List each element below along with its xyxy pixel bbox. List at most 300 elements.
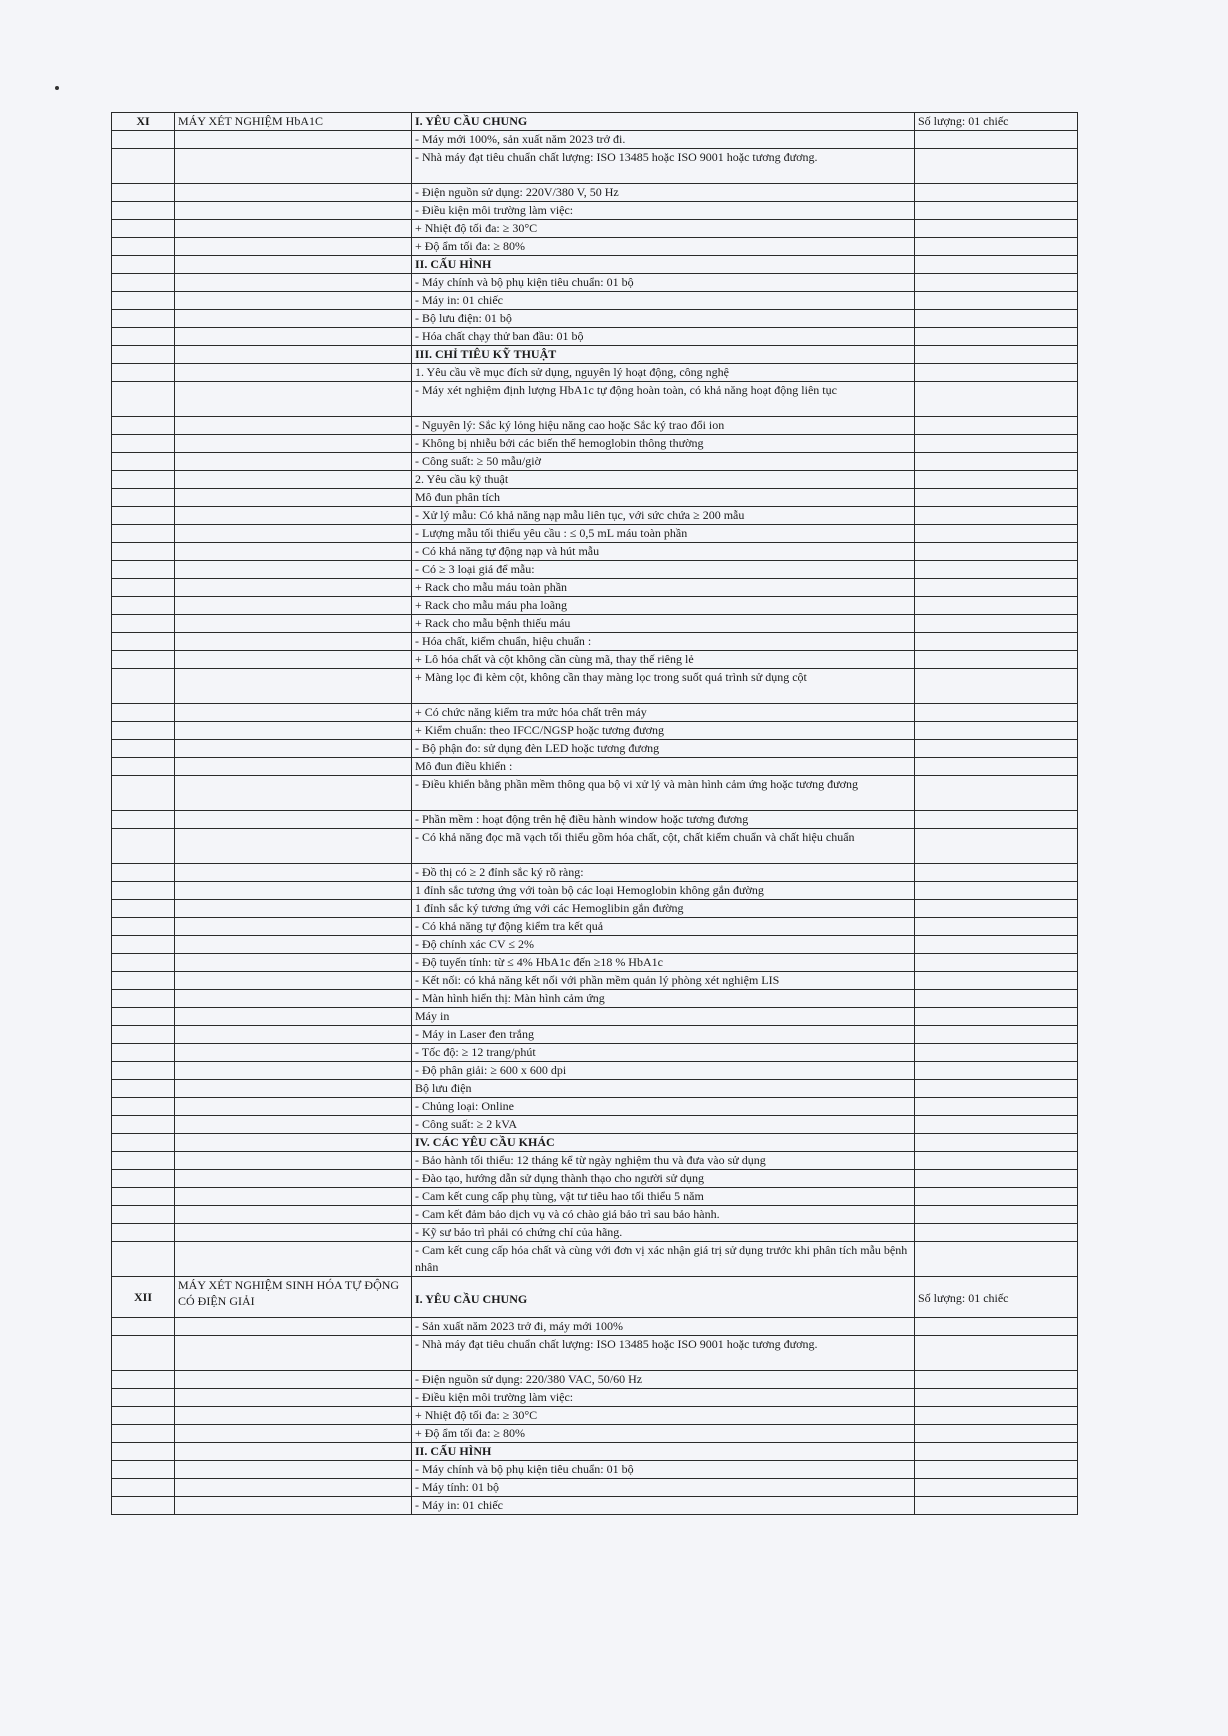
spec-row xyxy=(112,651,1078,669)
spec-row xyxy=(112,471,1078,489)
quantity-cell xyxy=(915,1188,1078,1206)
number-cell xyxy=(112,1479,175,1497)
quantity-cell xyxy=(915,364,1078,382)
quantity-cell xyxy=(915,740,1078,758)
number-cell xyxy=(112,525,175,543)
name-cell xyxy=(175,882,412,900)
name-cell xyxy=(175,1497,412,1515)
quantity-cell xyxy=(915,543,1078,561)
subsection-heading: III. CHỈ TIÊU KỸ THUẬT xyxy=(412,346,915,364)
spec-row xyxy=(112,1206,1078,1224)
quantity-cell xyxy=(915,310,1078,328)
specification-table xyxy=(111,112,1078,1515)
spec-row xyxy=(112,507,1078,525)
quantity-cell xyxy=(915,918,1078,936)
requirement-text: - Nhà máy đạt tiêu chuẩn chất lượng: ISO 13485 hoặc ISO 9001 hoặc tương đương. xyxy=(412,149,915,184)
name-cell xyxy=(175,1206,412,1224)
name-cell xyxy=(175,740,412,758)
quantity-cell xyxy=(915,525,1078,543)
quantity-cell xyxy=(915,1425,1078,1443)
name-cell xyxy=(175,1008,412,1026)
spec-row xyxy=(112,1008,1078,1026)
requirement-text: - Có khả năng tự động nạp và hút mẫu xyxy=(412,543,915,561)
number-cell xyxy=(112,1206,175,1224)
spec-row xyxy=(112,1318,1078,1336)
number-cell xyxy=(112,1497,175,1515)
quantity-cell xyxy=(915,776,1078,811)
requirement-text: - Xử lý mẫu: Có khả năng nạp mẫu liên tục, với sức chứa ≥ 200 mẫu xyxy=(412,507,915,525)
section-heading: I. YÊU CẦU CHUNG xyxy=(412,1277,915,1318)
spec-row xyxy=(112,900,1078,918)
requirement-text: - Điều kiện môi trường làm việc: xyxy=(412,202,915,220)
spec-row xyxy=(112,1479,1078,1497)
name-cell xyxy=(175,453,412,471)
name-cell xyxy=(175,1170,412,1188)
name-cell xyxy=(175,1062,412,1080)
number-cell xyxy=(112,1336,175,1371)
quantity-cell xyxy=(915,1044,1078,1062)
spec-row xyxy=(112,1026,1078,1044)
number-cell xyxy=(112,256,175,274)
name-cell xyxy=(175,310,412,328)
requirement-text: - Máy in: 01 chiếc xyxy=(412,1497,915,1515)
requirement-text: Bộ lưu điện xyxy=(412,1080,915,1098)
name-cell xyxy=(175,489,412,507)
name-cell xyxy=(175,651,412,669)
requirement-text: Mô đun phân tích xyxy=(412,489,915,507)
number-cell xyxy=(112,1461,175,1479)
number-cell xyxy=(112,364,175,382)
requirement-text: + Độ ẩm tối đa: ≥ 80% xyxy=(412,1425,915,1443)
spec-row xyxy=(112,722,1078,740)
name-cell xyxy=(175,1188,412,1206)
quantity-cell xyxy=(915,202,1078,220)
number-cell xyxy=(112,918,175,936)
quantity-cell xyxy=(915,471,1078,489)
spec-row xyxy=(112,1062,1078,1080)
requirement-text: - Máy mới 100%, sản xuất năm 2023 trở đi. xyxy=(412,131,915,149)
quantity-cell xyxy=(915,453,1078,471)
requirement-text: - Đồ thị có ≥ 2 đỉnh sắc ký rõ ràng: xyxy=(412,864,915,882)
name-cell xyxy=(175,1461,412,1479)
name-cell xyxy=(175,864,412,882)
requirement-text: - Cam kết đảm bảo dịch vụ và có chào giá bảo trì sau bảo hành. xyxy=(412,1206,915,1224)
quantity-cell xyxy=(915,274,1078,292)
requirement-text: - Bảo hành tối thiểu: 12 tháng kể từ ngày nghiệm thu và đưa vào sử dụng xyxy=(412,1152,915,1170)
quantity-cell xyxy=(915,1134,1078,1152)
quantity-cell xyxy=(915,758,1078,776)
quantity-cell xyxy=(915,1080,1078,1098)
spec-row xyxy=(112,184,1078,202)
number-cell xyxy=(112,292,175,310)
number-cell xyxy=(112,597,175,615)
name-cell xyxy=(175,274,412,292)
section-header-row xyxy=(112,1277,1078,1318)
number-cell xyxy=(112,1425,175,1443)
spec-row xyxy=(112,1242,1078,1277)
number-cell xyxy=(112,346,175,364)
name-cell xyxy=(175,597,412,615)
spec-row xyxy=(112,131,1078,149)
requirement-text: Mô đun điều khiển : xyxy=(412,758,915,776)
spec-row xyxy=(112,1116,1078,1134)
quantity-cell xyxy=(915,417,1078,435)
requirement-text: - Điều khiển bằng phần mềm thông qua bộ vi xử lý và màn hình cảm ứng hoặc tương đương xyxy=(412,776,915,811)
number-cell xyxy=(112,1134,175,1152)
requirement-text: 1. Yêu cầu về mục đích sử dụng, nguyên lý hoạt động, công nghệ xyxy=(412,364,915,382)
name-cell xyxy=(175,615,412,633)
number-cell xyxy=(112,417,175,435)
name-cell xyxy=(175,936,412,954)
requirement-text: - Độ tuyến tính: từ ≤ 4% HbA1c đến ≥18 % HbA1c xyxy=(412,954,915,972)
spec-row xyxy=(112,1497,1078,1515)
number-cell xyxy=(112,435,175,453)
name-cell xyxy=(175,758,412,776)
spec-row xyxy=(112,918,1078,936)
number-cell xyxy=(112,238,175,256)
requirement-text: + Có chức năng kiểm tra mức hóa chất trên máy xyxy=(412,704,915,722)
name-cell xyxy=(175,1318,412,1336)
quantity-cell xyxy=(915,972,1078,990)
requirement-text: - Máy in Laser đen trắng xyxy=(412,1026,915,1044)
requirement-text: + Kiểm chuẩn: theo IFCC/NGSP hoặc tương đương xyxy=(412,722,915,740)
requirement-text: - Độ phân giải: ≥ 600 x 600 dpi xyxy=(412,1062,915,1080)
number-cell xyxy=(112,274,175,292)
requirement-text: - Điện nguồn sử dụng: 220/380 VAC, 50/60 Hz xyxy=(412,1371,915,1389)
number-cell xyxy=(112,972,175,990)
spec-row xyxy=(112,274,1078,292)
number-cell xyxy=(112,1318,175,1336)
device-name: MÁY XÉT NGHIỆM HbA1C xyxy=(175,113,412,131)
number-cell xyxy=(112,1008,175,1026)
number-cell xyxy=(112,669,175,704)
requirement-text: + Màng lọc đi kèm cột, không cần thay màng lọc trong suốt quá trình sử dụng cột xyxy=(412,669,915,704)
quantity-cell xyxy=(915,1389,1078,1407)
spec-row xyxy=(112,1188,1078,1206)
section-heading: I. YÊU CẦU CHUNG xyxy=(412,113,915,131)
number-cell xyxy=(112,829,175,864)
name-cell xyxy=(175,990,412,1008)
quantity-cell xyxy=(915,1336,1078,1371)
spec-row xyxy=(112,1170,1078,1188)
name-cell xyxy=(175,364,412,382)
requirement-text: - Có khả năng đọc mã vạch tối thiểu gồm hóa chất, cột, chất kiểm chuẩn và chất hiệu chuẩn xyxy=(412,829,915,864)
name-cell xyxy=(175,579,412,597)
quantity-cell xyxy=(915,292,1078,310)
requirement-text: + Nhiệt độ tối đa: ≥ 30°C xyxy=(412,220,915,238)
requirement-text: - Máy tính: 01 bộ xyxy=(412,1479,915,1497)
spec-row xyxy=(112,310,1078,328)
quantity-cell xyxy=(915,1170,1078,1188)
name-cell xyxy=(175,1080,412,1098)
quantity-cell xyxy=(915,328,1078,346)
name-cell xyxy=(175,220,412,238)
name-cell xyxy=(175,184,412,202)
spec-row xyxy=(112,1407,1078,1425)
quantity-label: Số lượng: 01 chiếc xyxy=(915,1277,1078,1318)
quantity-cell xyxy=(915,1371,1078,1389)
name-cell xyxy=(175,346,412,364)
spec-row xyxy=(112,669,1078,704)
number-cell xyxy=(112,1371,175,1389)
number-cell xyxy=(112,1188,175,1206)
quantity-cell xyxy=(915,1062,1078,1080)
number-cell xyxy=(112,722,175,740)
spec-row xyxy=(112,597,1078,615)
name-cell xyxy=(175,776,412,811)
requirement-text: - Máy chính và bộ phụ kiện tiêu chuẩn: 01 bộ xyxy=(412,1461,915,1479)
number-cell xyxy=(112,310,175,328)
quantity-cell xyxy=(915,489,1078,507)
requirement-text: - Công suất: ≥ 50 mẫu/giờ xyxy=(412,453,915,471)
number-cell xyxy=(112,579,175,597)
quantity-cell xyxy=(915,184,1078,202)
number-cell xyxy=(112,776,175,811)
spec-row xyxy=(112,579,1078,597)
number-cell xyxy=(112,1224,175,1242)
spec-row xyxy=(112,1152,1078,1170)
name-cell xyxy=(175,900,412,918)
spec-row xyxy=(112,829,1078,864)
subsection-heading: II. CẤU HÌNH xyxy=(412,1443,915,1461)
name-cell xyxy=(175,435,412,453)
quantity-cell xyxy=(915,1461,1078,1479)
name-cell xyxy=(175,704,412,722)
quantity-cell xyxy=(915,1026,1078,1044)
name-cell xyxy=(175,829,412,864)
quantity-cell xyxy=(915,1224,1078,1242)
quantity-label: Số lượng: 01 chiếc xyxy=(915,113,1078,131)
number-cell xyxy=(112,954,175,972)
quantity-cell xyxy=(915,346,1078,364)
quantity-cell xyxy=(915,615,1078,633)
number-cell xyxy=(112,704,175,722)
number-cell xyxy=(112,864,175,882)
name-cell xyxy=(175,525,412,543)
quantity-cell xyxy=(915,864,1078,882)
subsection-heading: II. CẤU HÌNH xyxy=(412,256,915,274)
spec-row xyxy=(112,292,1078,310)
spec-row xyxy=(112,776,1078,811)
name-cell xyxy=(175,131,412,149)
number-cell xyxy=(112,1242,175,1277)
quantity-cell xyxy=(915,954,1078,972)
spec-row xyxy=(112,220,1078,238)
number-cell xyxy=(112,453,175,471)
name-cell xyxy=(175,561,412,579)
requirement-text: + Nhiệt độ tối đa: ≥ 30°C xyxy=(412,1407,915,1425)
requirement-text: - Tốc độ: ≥ 12 trang/phút xyxy=(412,1044,915,1062)
spec-row xyxy=(112,1224,1078,1242)
quantity-cell xyxy=(915,1479,1078,1497)
spec-row xyxy=(112,972,1078,990)
quantity-cell xyxy=(915,882,1078,900)
spec-row xyxy=(112,525,1078,543)
requirement-text: - Có ≥ 3 loại giá để mẫu: xyxy=(412,561,915,579)
spec-row xyxy=(112,256,1078,274)
name-cell xyxy=(175,918,412,936)
quantity-cell xyxy=(915,1008,1078,1026)
name-cell xyxy=(175,1098,412,1116)
name-cell xyxy=(175,543,412,561)
name-cell xyxy=(175,972,412,990)
quantity-cell xyxy=(915,669,1078,704)
section-number: XI xyxy=(112,113,175,131)
quantity-cell xyxy=(915,507,1078,525)
quantity-cell xyxy=(915,1116,1078,1134)
name-cell xyxy=(175,1026,412,1044)
requirement-text: + Rack cho mẫu bệnh thiếu máu xyxy=(412,615,915,633)
requirement-text: + Rack cho mẫu máu toàn phần xyxy=(412,579,915,597)
quantity-cell xyxy=(915,220,1078,238)
number-cell xyxy=(112,990,175,1008)
name-cell xyxy=(175,238,412,256)
name-cell xyxy=(175,1336,412,1371)
requirement-text: 1 đỉnh sắc tương ứng với toàn bộ các loại Hemoglobin không gắn đường xyxy=(412,882,915,900)
number-cell xyxy=(112,1062,175,1080)
name-cell xyxy=(175,202,412,220)
requirement-text: - Cam kết cung cấp phụ tùng, vật tư tiêu hao tối thiểu 5 năm xyxy=(412,1188,915,1206)
spec-row xyxy=(112,1371,1078,1389)
number-cell xyxy=(112,131,175,149)
requirement-text: - Có khả năng tự động kiểm tra kết quả xyxy=(412,918,915,936)
name-cell xyxy=(175,507,412,525)
requirement-text: - Phần mềm : hoạt động trên hệ điều hành window hoặc tương đương xyxy=(412,811,915,829)
quantity-cell xyxy=(915,1242,1078,1277)
spec-row xyxy=(112,561,1078,579)
number-cell xyxy=(112,507,175,525)
quantity-cell xyxy=(915,990,1078,1008)
number-cell xyxy=(112,811,175,829)
spec-row xyxy=(112,238,1078,256)
scan-speck xyxy=(55,86,59,90)
number-cell xyxy=(112,328,175,346)
number-cell xyxy=(112,1170,175,1188)
number-cell xyxy=(112,1389,175,1407)
spec-row xyxy=(112,1044,1078,1062)
requirement-text: + Rack cho mẫu máu pha loãng xyxy=(412,597,915,615)
spec-row xyxy=(112,435,1078,453)
requirement-text: - Hóa chất, kiểm chuẩn, hiệu chuẩn : xyxy=(412,633,915,651)
number-cell xyxy=(112,1152,175,1170)
requirement-text: - Máy in: 01 chiếc xyxy=(412,292,915,310)
quantity-cell xyxy=(915,131,1078,149)
name-cell xyxy=(175,382,412,417)
number-cell xyxy=(112,1080,175,1098)
requirement-text: - Bộ lưu điện: 01 bộ xyxy=(412,310,915,328)
requirement-text: - Chủng loại: Online xyxy=(412,1098,915,1116)
spec-row xyxy=(112,633,1078,651)
name-cell xyxy=(175,1443,412,1461)
section-number: XII xyxy=(112,1277,175,1318)
spec-row xyxy=(112,1080,1078,1098)
quantity-cell xyxy=(915,561,1078,579)
quantity-cell xyxy=(915,1098,1078,1116)
number-cell xyxy=(112,543,175,561)
number-cell xyxy=(112,1443,175,1461)
quantity-cell xyxy=(915,1407,1078,1425)
spec-row xyxy=(112,202,1078,220)
name-cell xyxy=(175,811,412,829)
name-cell xyxy=(175,1224,412,1242)
section-header-row xyxy=(112,113,1078,131)
number-cell xyxy=(112,1407,175,1425)
name-cell xyxy=(175,1389,412,1407)
number-cell xyxy=(112,651,175,669)
quantity-cell xyxy=(915,811,1078,829)
spec-row xyxy=(112,740,1078,758)
name-cell xyxy=(175,1371,412,1389)
number-cell xyxy=(112,1098,175,1116)
requirement-text: - Công suất: ≥ 2 kVA xyxy=(412,1116,915,1134)
requirement-text: Máy in xyxy=(412,1008,915,1026)
spec-row xyxy=(112,1098,1078,1116)
requirement-text: - Lượng mẫu tối thiểu yêu cầu : ≤ 0,5 mL máu toàn phần xyxy=(412,525,915,543)
spec-row xyxy=(112,346,1078,364)
quantity-cell xyxy=(915,1497,1078,1515)
spec-row xyxy=(112,328,1078,346)
quantity-cell xyxy=(915,149,1078,184)
name-cell xyxy=(175,669,412,704)
number-cell xyxy=(112,615,175,633)
requirement-text: - Máy xét nghiệm định lượng HbA1c tự động hoàn toàn, có khả năng hoạt động liên tục xyxy=(412,382,915,417)
quantity-cell xyxy=(915,579,1078,597)
quantity-cell xyxy=(915,651,1078,669)
name-cell xyxy=(175,722,412,740)
quantity-cell xyxy=(915,722,1078,740)
number-cell xyxy=(112,184,175,202)
requirement-text: - Nhà máy đạt tiêu chuẩn chất lượng: ISO 13485 hoặc ISO 9001 hoặc tương đương. xyxy=(412,1336,915,1371)
name-cell xyxy=(175,1152,412,1170)
quantity-cell xyxy=(915,1318,1078,1336)
spec-row xyxy=(112,1443,1078,1461)
requirement-text: - Hóa chất chạy thử ban đầu: 01 bộ xyxy=(412,328,915,346)
spec-row xyxy=(112,1461,1078,1479)
quantity-cell xyxy=(915,597,1078,615)
requirement-text: - Không bị nhiễu bởi các biến thể hemoglobin thông thường xyxy=(412,435,915,453)
requirement-text: - Cam kết cung cấp hóa chất và cùng với đơn vị xác nhận giá trị sử dụng trước khi phân tích mẫu bệnh nhân xyxy=(412,1242,915,1277)
number-cell xyxy=(112,936,175,954)
requirement-text: 2. Yêu cầu kỹ thuật xyxy=(412,471,915,489)
requirement-text: - Kết nối: có khả năng kết nối với phần mềm quản lý phòng xét nghiệm LIS xyxy=(412,972,915,990)
quantity-cell xyxy=(915,1443,1078,1461)
requirement-text: - Nguyên lý: Sắc ký lỏng hiệu năng cao hoặc Sắc ký trao đổi ion xyxy=(412,417,915,435)
name-cell xyxy=(175,1425,412,1443)
name-cell xyxy=(175,633,412,651)
name-cell xyxy=(175,1044,412,1062)
number-cell xyxy=(112,758,175,776)
requirement-text: + Độ ẩm tối đa: ≥ 80% xyxy=(412,238,915,256)
number-cell xyxy=(112,633,175,651)
spec-row xyxy=(112,615,1078,633)
quantity-cell xyxy=(915,704,1078,722)
requirement-text: - Bộ phận đo: sử dụng đèn LED hoặc tương đương xyxy=(412,740,915,758)
name-cell xyxy=(175,149,412,184)
spec-row xyxy=(112,417,1078,435)
quantity-cell xyxy=(915,633,1078,651)
requirement-text: - Điện nguồn sử dụng: 220V/380 V, 50 Hz xyxy=(412,184,915,202)
spec-row xyxy=(112,543,1078,561)
specification-table-body xyxy=(112,113,1078,1515)
name-cell xyxy=(175,256,412,274)
quantity-cell xyxy=(915,1206,1078,1224)
quantity-cell xyxy=(915,435,1078,453)
number-cell xyxy=(112,149,175,184)
spec-row xyxy=(112,864,1078,882)
number-cell xyxy=(112,1044,175,1062)
quantity-cell xyxy=(915,1152,1078,1170)
spec-row xyxy=(112,364,1078,382)
